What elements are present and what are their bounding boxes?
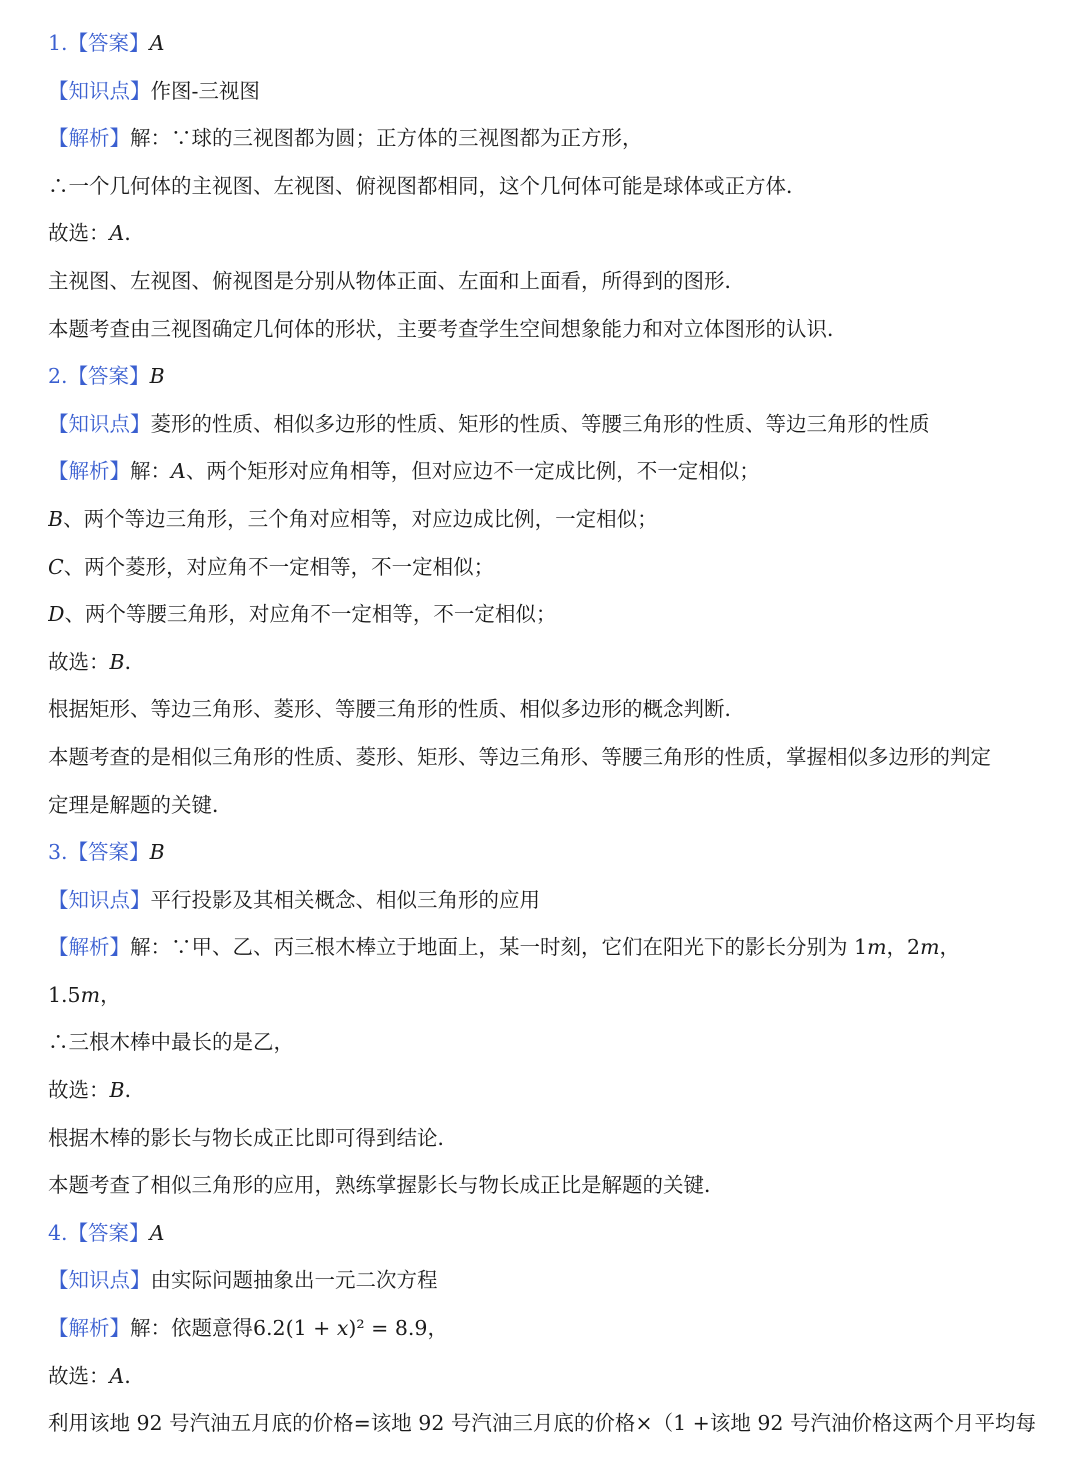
text-segment: ． <box>124 1078 146 1103</box>
text-line <box>48 924 1048 972</box>
text-line <box>48 734 1048 782</box>
text-segment: 解：∵甲、乙、丙三根木棒立于地面上，某一时刻，它们在阳光下的影长分别为 1 <box>130 935 868 960</box>
text-segment: 作图-三视图 <box>150 78 260 103</box>
text-line <box>48 401 1048 449</box>
text-segment: 根据木棒的影长与物长成正比即可得到结论． <box>48 1125 458 1150</box>
text-segment: A <box>171 459 186 484</box>
text-segment: 1.5 <box>48 982 81 1007</box>
text-line <box>48 353 1048 401</box>
text-line <box>48 496 1048 544</box>
text-line <box>48 1400 1048 1448</box>
text-segment: 故选： <box>48 1363 110 1388</box>
text-line <box>48 877 1048 925</box>
text-segment: )² = 8.9， <box>348 1316 448 1341</box>
text-segment: 本题考查由三视图确定几何体的形状，主要考查学生空间想象能力和对立体图形的认识． <box>48 316 848 341</box>
text-segment: 由实际问题抽象出一元二次方程 <box>150 1268 438 1293</box>
text-line <box>48 20 1048 68</box>
text-line <box>48 306 1048 354</box>
text-line <box>48 1115 1048 1163</box>
text-segment: m <box>867 935 887 960</box>
text-line <box>48 1067 1048 1115</box>
section-label: 【解析】 <box>48 126 130 151</box>
text-segment: 本题考查了相似三角形的应用，熟练掌握影长与物长成正比是解题的关键． <box>48 1173 725 1198</box>
text-line <box>48 68 1048 116</box>
text-segment: 本题考查的是相似三角形的性质、菱形、矩形、等边三角形、等腰三角形的性质，掌握相似多边形的判定 <box>48 744 991 769</box>
text-line <box>48 1162 1048 1210</box>
text-segment: B <box>149 364 165 389</box>
text-segment: 故选： <box>48 649 110 674</box>
text-segment: B <box>48 506 64 531</box>
text-line <box>48 591 1048 639</box>
section-label: 【知识点】 <box>48 887 151 912</box>
text-segment: 、两个矩形对应角相等，但对应边不一定成比例，不一定相似； <box>185 459 760 484</box>
section-label: 【答案】 <box>67 840 150 865</box>
section-label: 【答案】 <box>67 31 150 55</box>
section-label: 【知识点】 <box>48 411 151 436</box>
section-label: 1. <box>48 31 68 55</box>
text-line <box>48 210 1048 258</box>
text-line <box>48 544 1048 592</box>
text-segment: B <box>149 840 165 865</box>
text-segment: 利用该地 92 号汽油五月底的价格=该地 92 号汽油三月底的价格×（1 +该地 92 号汽油价格这两个月平均每 <box>48 1411 1036 1436</box>
text-line <box>48 782 1048 830</box>
text-segment: ． <box>124 649 146 674</box>
document-page <box>48 20 1048 1448</box>
text-line <box>48 115 1048 163</box>
section-label: 【解析】 <box>48 935 130 960</box>
text-segment: 根据矩形、等边三角形、菱形、等腰三角形的性质、相似多边形的概念判断． <box>48 697 745 722</box>
section-label: 2. <box>48 364 68 389</box>
text-segment: 故选： <box>48 221 110 246</box>
section-label: 【知识点】 <box>48 1268 151 1293</box>
text-line <box>48 1305 1048 1353</box>
text-segment: ， <box>939 935 961 960</box>
text-segment: B <box>109 1078 125 1103</box>
text-segment: 、两个等腰三角形，对应角不一定相等，不一定相似； <box>64 602 557 627</box>
text-segment: 、两个菱形，对应角不一定相等，不一定相似； <box>63 554 495 579</box>
text-segment: 故选： <box>48 1078 110 1103</box>
text-segment: 解：∵球的三视图都为圆；正方体的三视图都为正方形， <box>130 126 643 151</box>
text-segment: 定理是解题的关键． <box>48 792 233 817</box>
section-label: 【答案】 <box>67 1220 150 1245</box>
text-segment: ，2 <box>886 935 921 960</box>
text-segment: ． <box>124 221 145 246</box>
text-segment: ， <box>100 982 121 1007</box>
text-segment: D <box>48 602 65 627</box>
text-segment: ∴三根木棒中最长的是乙， <box>48 1030 294 1055</box>
text-line <box>48 448 1048 496</box>
text-segment: m <box>920 935 940 960</box>
text-segment: 、两个等边三角形，三个角对应相等，对应边成比例，一定相似； <box>63 506 658 531</box>
text-line <box>48 686 1048 734</box>
text-line <box>48 1257 1048 1305</box>
section-label: 【解析】 <box>48 459 130 484</box>
section-label: 【知识点】 <box>48 78 151 103</box>
text-segment: A <box>149 31 165 55</box>
text-line <box>48 1210 1048 1258</box>
text-segment: ． <box>124 1363 145 1388</box>
text-segment: 平行投影及其相关概念、相似三角形的应用 <box>150 887 540 912</box>
section-label: 4. <box>48 1220 68 1245</box>
section-label: 3. <box>48 840 68 865</box>
section-label: 【解析】 <box>48 1316 130 1341</box>
text-line <box>48 1019 1048 1067</box>
text-segment: B <box>109 649 125 674</box>
text-segment: 菱形的性质、相似多边形的性质、矩形的性质、等腰三角形的性质、等边三角形的性质 <box>150 411 930 436</box>
text-line <box>48 639 1048 687</box>
text-line <box>48 1353 1048 1401</box>
text-line <box>48 163 1048 211</box>
text-segment: A <box>149 1220 165 1245</box>
text-segment: 解：依题意得6.2(1 + <box>130 1316 337 1341</box>
text-segment: A <box>109 1363 125 1388</box>
text-segment: 主视图、左视图、俯视图是分别从物体正面、左面和上面看，所得到的图形． <box>48 268 745 293</box>
text-line <box>48 972 1048 1020</box>
text-segment: 解： <box>130 459 171 484</box>
text-segment: ∴一个几何体的主视图、左视图、俯视图都相同，这个几何体可能是球体或正方体． <box>48 173 807 198</box>
text-segment: C <box>48 554 64 579</box>
text-line <box>48 829 1048 877</box>
text-segment: x <box>336 1316 349 1341</box>
text-segment: A <box>109 221 125 246</box>
text-line <box>48 258 1048 306</box>
text-segment: m <box>80 982 101 1007</box>
section-label: 【答案】 <box>67 364 150 389</box>
